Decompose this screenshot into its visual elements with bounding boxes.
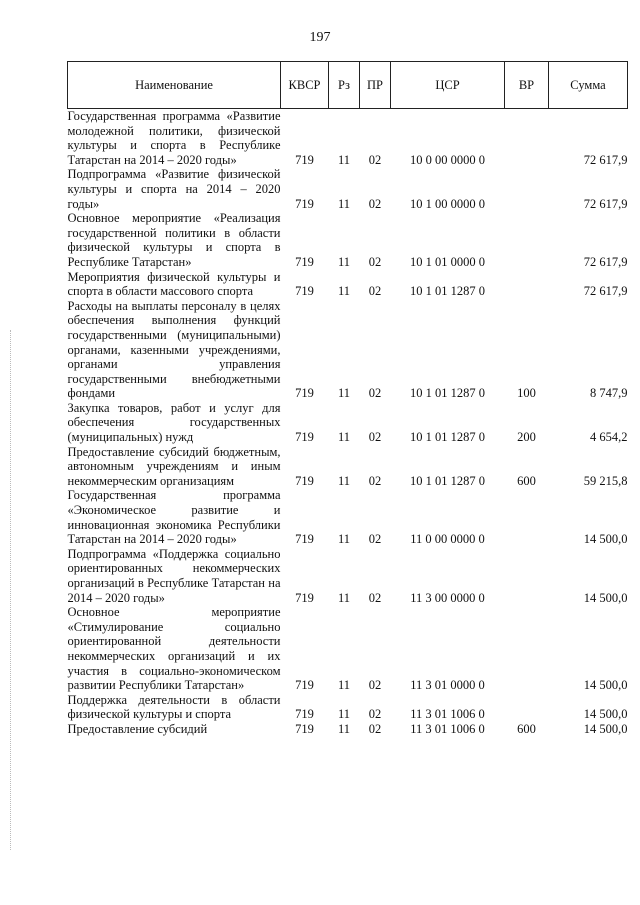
cell-kvsr: 719 [295,386,314,401]
cell-name: Мероприятия физической культуры и спорта в области массового спорта [67,269,281,299]
cell-csr: 10 1 01 0000 0 [410,254,485,269]
table-row [68,211,628,269]
cell-sum: 4 654,2 [590,430,628,445]
cell-kvsr: 719 [295,678,314,693]
cell-vr: 100 [517,386,536,401]
cell-csr: 10 1 01 1287 0 [410,430,485,445]
table-row [68,401,628,445]
cell-vr [505,109,549,168]
cell-csr: 11 3 01 1006 0 [410,721,485,736]
cell-name: Государственная программа «Экономическое развитие и инновационная экономика Республики Татарстан на 2014 – 2020 годы» [67,488,281,547]
table-row [68,445,628,489]
header-csr: ЦСР [391,62,505,109]
cell-rz: 11 [337,284,351,299]
cell-name: Подпрограмма «Развитие физической культуры и спорта на 2014 – 2020 годы» [67,167,281,211]
cell-csr: 10 0 00 0000 0 [410,152,485,167]
table-row [68,167,628,211]
header-sum: Сумма [549,62,628,109]
cell-vr: 600 [517,721,536,736]
cell-name: Предоставление субсидий бюджетным, автономным учреждениям и иным некоммерческим организациям [67,444,281,488]
cell-kvsr: 719 [295,473,314,488]
cell-csr: 11 3 01 0000 0 [410,678,485,693]
cell-pr: 02 [368,707,382,722]
cell-name: Государственная программа «Развитие молодежной политики, физической культуры и спорта в Республике Татарстан на 2014 – 2020 годы» [67,109,281,167]
cell-csr: 10 1 00 0000 0 [410,196,485,211]
cell-name: Основное мероприятие «Реализация государственной политики в области физической культуры и спорта в Республике Татарстан» [67,211,281,269]
cell-csr: 10 1 01 1287 0 [410,284,485,299]
cell-pr: 02 [368,386,382,401]
cell-vr [505,693,549,722]
table-row [68,488,628,546]
cell-vr [505,605,549,693]
cell-sum: 14 500,0 [583,532,628,547]
table-row [68,693,628,722]
cell-sum: 14 500,0 [583,678,628,693]
cell-sum: 72 617,9 [583,284,628,299]
cell-rz: 11 [337,430,351,445]
table-row [68,270,628,299]
header-vr: ВР [505,62,549,109]
cell-kvsr: 719 [295,152,314,167]
cell-name: Расходы на выплаты персоналу в целях обеспечения выполнения функций государственными (муниципальными) органами, казенными учреждениями, органами управления государственными внебюджетными фондами [67,298,281,401]
cell-pr: 02 [368,532,382,547]
cell-pr: 02 [368,721,382,736]
cell-rz: 11 [337,532,351,547]
cell-rz: 11 [337,707,351,722]
header-kvsr: КВСР [281,62,329,109]
header-name: Наименование [68,62,281,109]
header-rz: Рз [329,62,360,109]
cell-pr: 02 [368,254,382,269]
table-row [68,722,628,737]
cell-kvsr: 719 [295,532,314,547]
cell-sum: 8 747,9 [590,386,628,401]
cell-vr [505,167,549,211]
cell-sum: 72 617,9 [583,196,628,211]
cell-pr: 02 [368,430,382,445]
cell-sum: 72 617,9 [583,254,628,269]
cell-pr: 02 [368,590,382,605]
cell-name: Подпрограмма «Поддержка социально ориентированных некоммерческих организаций в Республике Татарстан на 2014 – 2020 годы» [67,546,281,605]
table-header-row [68,62,628,109]
cell-sum: 14 500,0 [583,721,628,736]
cell-vr [505,270,549,299]
cell-csr: 10 1 01 1287 0 [410,473,485,488]
cell-csr: 10 1 01 1287 0 [410,386,485,401]
scan-edge-marks [10,330,13,850]
cell-sum: 59 215,8 [583,473,628,488]
cell-name: Основное мероприятие «Стимулирование социально ориентированной деятельности некоммерческих организаций и их участия в социально-экономическом развитии Республики Татарстан» [67,605,281,693]
cell-rz: 11 [337,473,351,488]
cell-pr: 02 [368,678,382,693]
table-body [68,109,628,737]
cell-sum: 72 617,9 [583,152,628,167]
table-row [68,605,628,693]
cell-rz: 11 [337,721,351,736]
header-pr: ПР [360,62,391,109]
cell-rz: 11 [337,254,351,269]
cell-kvsr: 719 [295,284,314,299]
cell-rz: 11 [337,678,351,693]
cell-kvsr: 719 [295,707,314,722]
cell-rz: 11 [337,386,351,401]
cell-vr [505,547,549,605]
cell-vr: 200 [517,430,536,445]
cell-csr: 11 3 00 0000 0 [410,590,485,605]
cell-kvsr: 719 [295,721,314,736]
cell-vr [505,211,549,269]
cell-sum: 14 500,0 [583,707,628,722]
cell-vr: 600 [517,473,536,488]
cell-pr: 02 [368,152,382,167]
cell-sum: 14 500,0 [583,590,628,605]
cell-name: Закупка товаров, работ и услуг для обеспечения государственных (муниципальных) нужд [67,400,281,445]
cell-name: Предоставление субсидий [67,721,208,736]
cell-kvsr: 719 [295,196,314,211]
cell-rz: 11 [337,152,351,167]
cell-pr: 02 [368,284,382,299]
page-number: 197 [309,30,331,45]
cell-pr: 02 [368,473,382,488]
cell-kvsr: 719 [295,254,314,269]
cell-kvsr: 719 [295,430,314,445]
table-row [68,547,628,605]
cell-name: Поддержка деятельности в области физической культуры и спорта [67,692,281,722]
cell-pr: 02 [368,196,382,211]
cell-kvsr: 719 [295,590,314,605]
cell-rz: 11 [337,590,351,605]
cell-csr: 11 0 00 0000 0 [410,532,485,547]
cell-rz: 11 [337,196,351,211]
table-row [68,109,628,168]
budget-table [67,61,628,737]
cell-csr: 11 3 01 1006 0 [410,707,485,722]
table-row [68,299,628,401]
cell-vr [505,488,549,546]
